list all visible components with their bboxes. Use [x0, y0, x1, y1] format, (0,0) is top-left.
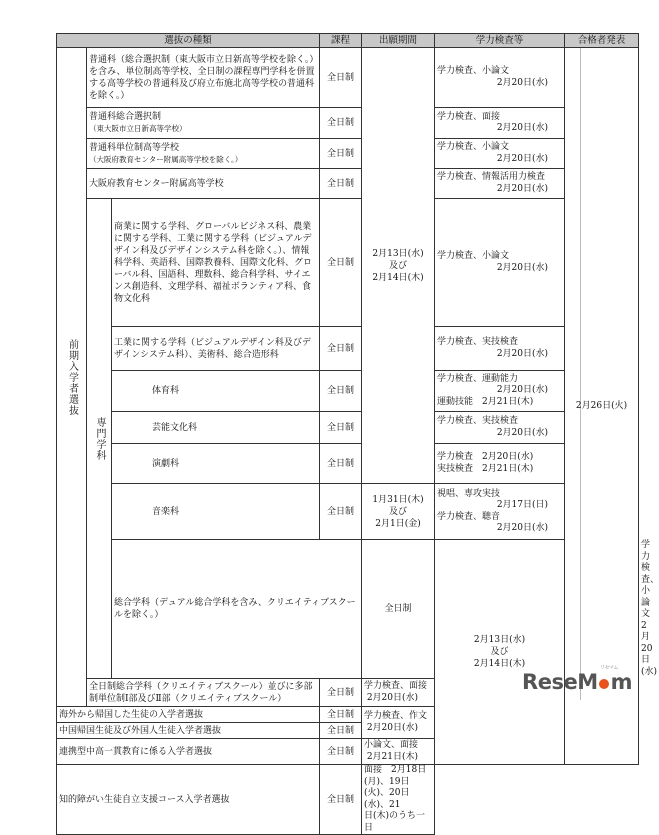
table-row — [57, 444, 639, 484]
table-row: 総合学科（デュアル総合学科を含み、クリエイティブスクールを除く。） 全日制 2月13日(水) 及び 2月14日(木) 学力検査、小論文 2月20日(水) — [57, 540, 639, 679]
table-row — [57, 412, 639, 444]
row-course: 全日制 — [320, 327, 362, 371]
table-row — [57, 371, 639, 412]
header-announce: 合格者発表 — [565, 34, 639, 48]
row-course: 全日制 — [320, 484, 362, 540]
schedule-table-wrapper — [56, 33, 659, 835]
row-name: 普通科総合選択制 （東大阪市立日新高等学校） — [87, 108, 320, 139]
table-row — [57, 765, 639, 835]
row-course: 全日制 — [320, 139, 362, 169]
group-label: 前期入学者選抜 — [57, 48, 87, 707]
row-name: 体育科 — [112, 371, 320, 412]
row-exam: 面接 2月18日(月)、19日 (火)、20日(水)、21 日(木)のうち一日 — [362, 765, 435, 835]
header-period: 出願期間 — [362, 34, 435, 48]
row-exam: 学力検査、情報活用力検査 2月20日(水) — [435, 169, 565, 199]
row-name: 全日制総合学科（クリエイティブスクール）並びに多部制単位制Ⅰ部及びⅡ部（クリエイティブスクール） — [87, 679, 320, 707]
row-name: 知的障がい生徒自立支援コース入学者選抜 — [57, 765, 320, 835]
row-name: 音楽科 — [112, 484, 320, 540]
row-name: 中国帰国生徒及び外国人生徒入学者選抜 — [57, 723, 320, 739]
row-name: 大阪府教育センター附属高等学校 — [87, 169, 320, 199]
header-exam: 学力検査等 — [435, 34, 565, 48]
row-course: 全日制 — [320, 723, 362, 739]
row-course: 全日制 — [320, 169, 362, 199]
row-name: 連携型中高一貫教育に係る入学者選抜 — [57, 739, 320, 765]
row-course: 全日制 — [320, 765, 362, 835]
table-row — [57, 108, 639, 139]
table-row — [57, 484, 639, 540]
row-exam: 学力検査、小論文 2月20日(水) — [435, 199, 565, 327]
resemom-logo — [522, 665, 632, 694]
row-course: 全日制 — [320, 444, 362, 484]
table-row — [57, 169, 639, 199]
senmon-label: 専門学科 — [87, 199, 112, 679]
period-music: 1月31日(木) 及び 2月1日(金) — [362, 484, 435, 540]
row-exam: 視唱、専攻実技 2月17日(日) 学力検査、聴音 2月20日(水) — [435, 484, 565, 540]
row-name: 総合学科（デュアル総合学科を含み、クリエイティブスクールを除く。） — [112, 540, 362, 679]
row-exam: 学力検査、面接 2月20日(水) — [435, 108, 565, 139]
row-exam: 学力検査 2月20日(水) 実技検査 2月21日(木) — [435, 444, 565, 484]
row-name: 普通科単位制高等学校 （大阪府教育センター附属高等学校を除く。） — [87, 139, 320, 169]
announce-date: 2月26日(火) — [565, 48, 639, 765]
table-row — [57, 327, 639, 371]
header-type: 選抜の種類 — [57, 34, 320, 48]
row-course: 全日制 — [320, 679, 362, 707]
row-exam: 学力検査、小論文 2月20日(水) — [435, 139, 565, 169]
row-course: 全日制 — [320, 108, 362, 139]
row-course: 全日制 — [320, 707, 362, 723]
row-course: 全日制 — [320, 412, 362, 444]
row-course: 全日制 — [320, 371, 362, 412]
row-course: 全日制 — [362, 540, 435, 679]
row-exam: 学力検査、運動能力 2月20日(水) 運動技能 2月21日(木) — [435, 371, 565, 412]
logo-text: ReseM m — [522, 670, 632, 694]
row-exam: 学力検査、実技検査 2月20日(水) — [435, 412, 565, 444]
row-exam: 小論文、面接 2月21日(木) — [362, 739, 435, 765]
table-row — [57, 199, 639, 327]
schedule-table — [56, 33, 659, 835]
row-name: 商業に関する学科、グローバルビジネス科、農業に関する学科、工業に関する学科（ビジュアルデザイン科及びデザインシステム科を除く。）、情報科学科、英語科、国際教養科、国際文化科、グローバル科、国語科、理数科、総合科学科、サイエンス創造科、文理学科、福祉ボランティア科、食物文化科 — [112, 199, 320, 327]
header-row — [57, 34, 639, 48]
row-exam: 学力検査、面接 2月20日(水) — [362, 679, 435, 707]
row-exam: 学力検査、作文 2月20日(水) — [362, 707, 435, 739]
row-name: 海外から帰国した生徒の入学者選抜 — [57, 707, 320, 723]
row-exam: 学力検査、小論文 2月20日(水) — [435, 48, 565, 108]
row-course: 全日制 — [320, 48, 362, 108]
period-main: 2月13日(水) 及び 2月14日(木) — [362, 48, 435, 484]
table-row — [57, 48, 639, 108]
row-name: 普通科（総合選択制（東大阪市立日新高等学校を除く。）を含み、単位制高等学校、全日制の課程専門学科を併置する高等学校の普通科及び府立布施北高等学校の普通科を除く。） — [87, 48, 320, 108]
row-name: 芸能文化科 — [112, 412, 320, 444]
period-later: 2月13日(水) 及び 2月14日(木) — [435, 540, 565, 765]
row-exam: 学力検査、実技検査 2月20日(水) — [435, 327, 565, 371]
row-name: 演劇科 — [112, 444, 320, 484]
row-course: 全日制 — [320, 199, 362, 327]
row-course: 全日制 — [320, 739, 362, 765]
logo-subtext: リセマム — [600, 665, 618, 671]
table-row — [57, 139, 639, 169]
row-name: 工業に関する学科（ビジュアルデザイン科及びデザインシステム科）、美術科、総合造形科 — [112, 327, 320, 371]
logo-dot — [599, 679, 609, 689]
header-course: 課程 — [320, 34, 362, 48]
